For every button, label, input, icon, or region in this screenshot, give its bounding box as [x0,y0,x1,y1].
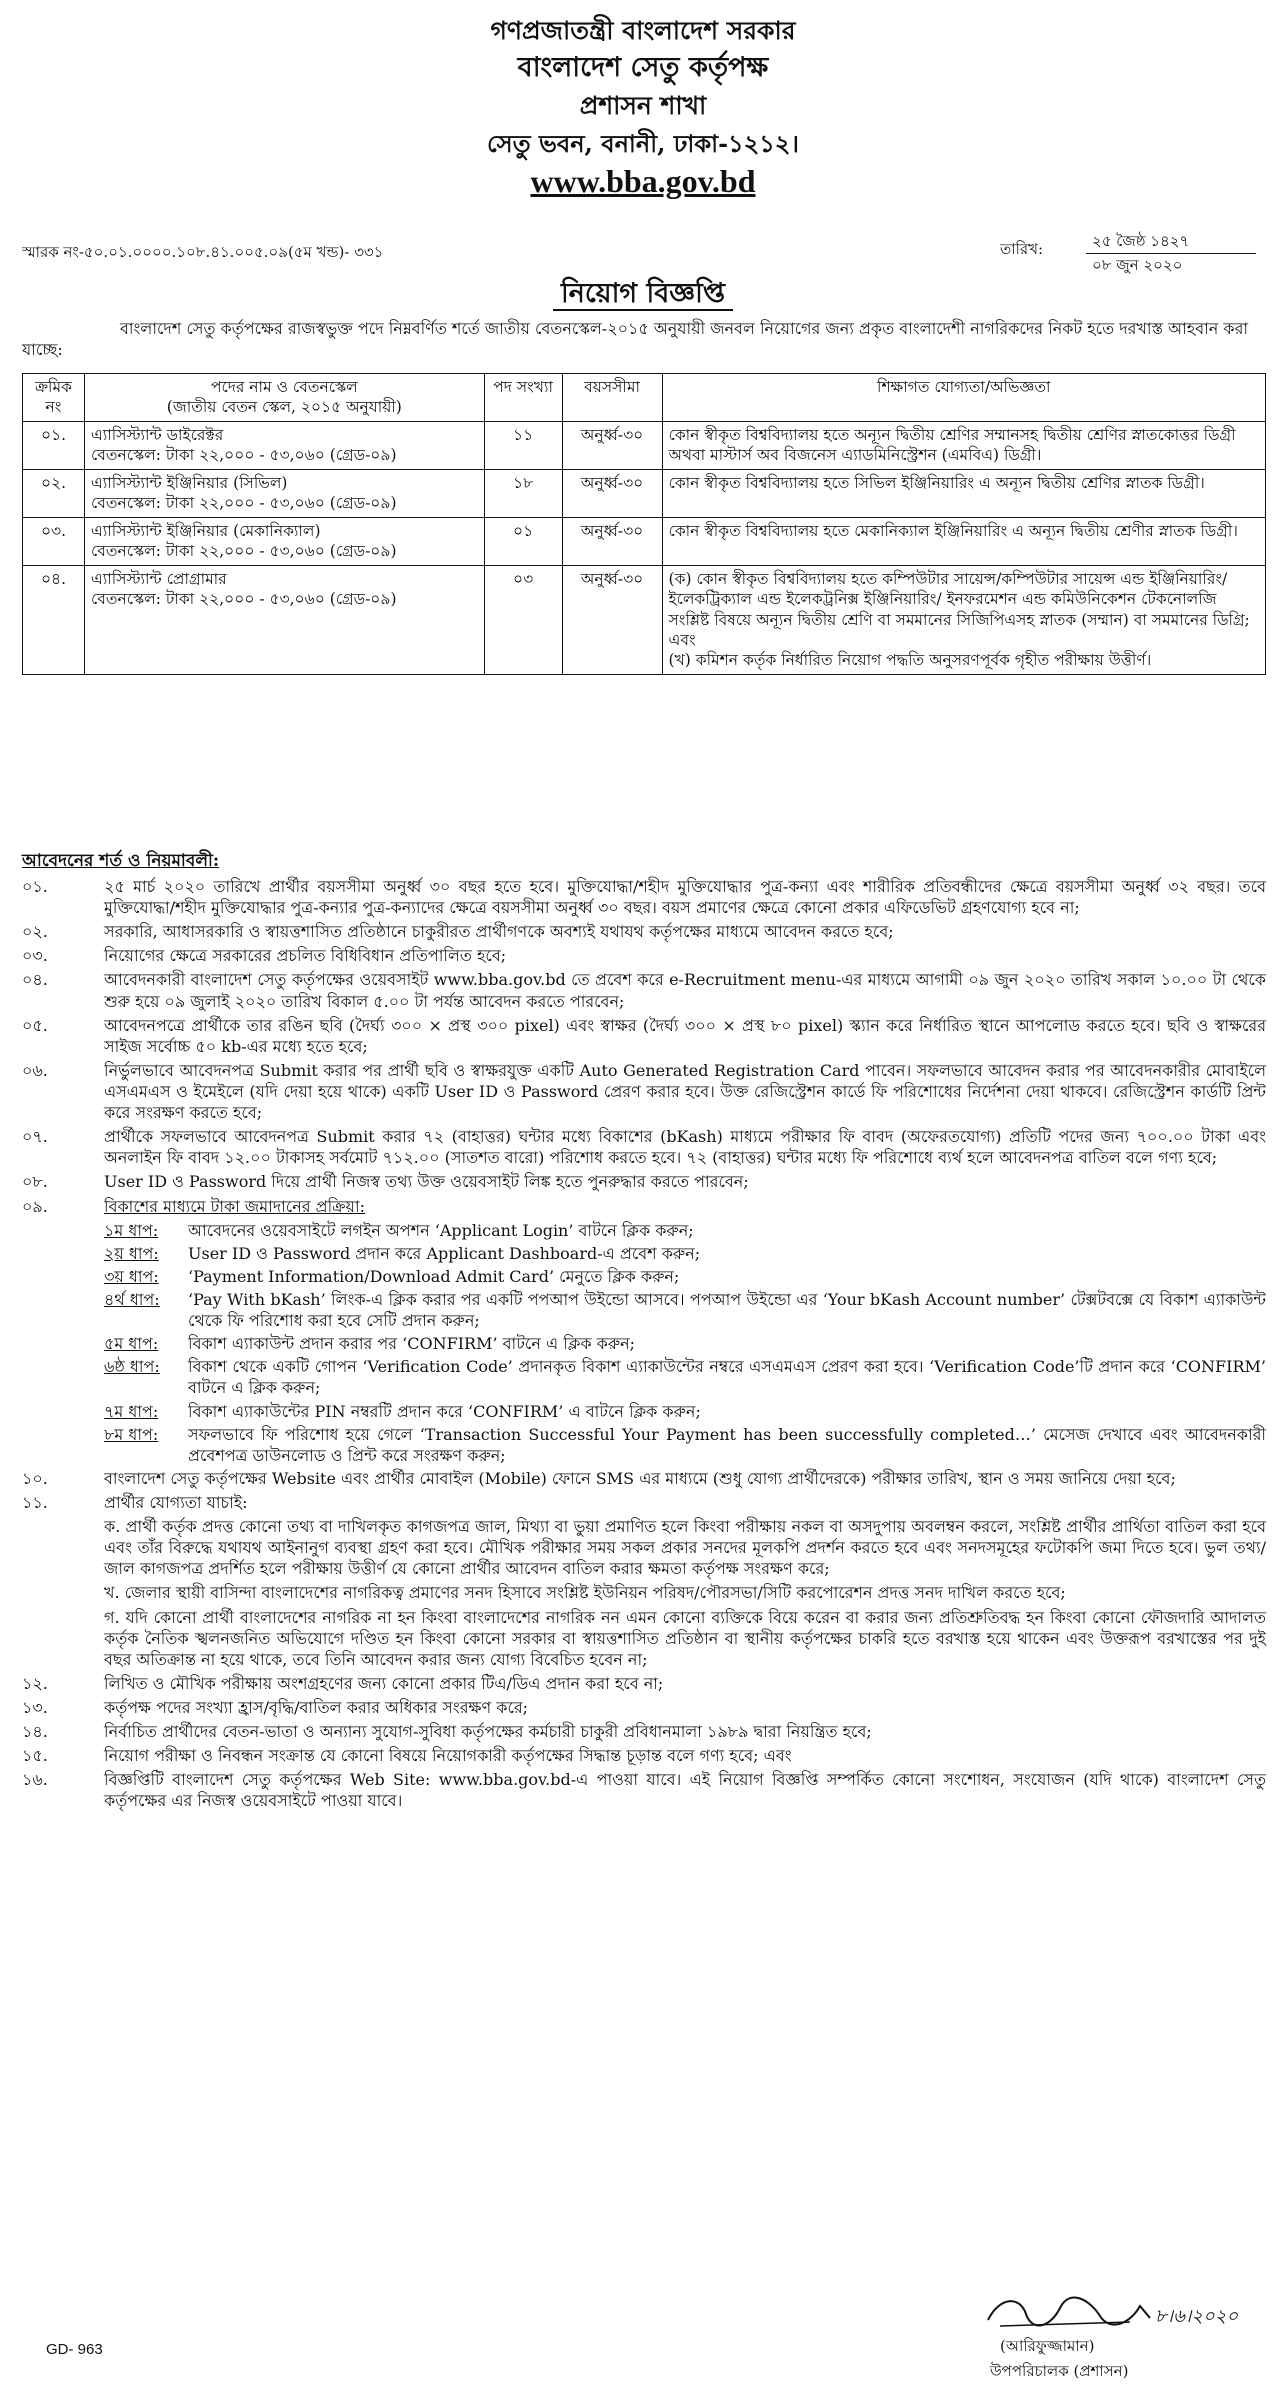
item-text: ২৫ মার্চ ২০২০ তারিখে প্রার্থীর বয়সসীমা অনুর্ধ্ব ৩০ বছর হতে হবে। মুক্তিযোদ্ধা/শহীদ মুক্তিযোদ্ধার পুত্র-কন্যা এবং শারীরিক প্রতিবন্ধীদের ক্ষেত্রে বয়সসীমা অনুর্ধ্ব ৩২ বছর। তবে মুক্তিযোদ্ধা/শহীদ মুক্তিযোদ্ধার পুত্র-কন্যার পুত্র-কন্যাদের ক্ষেত্রে বয়সসীমা অনুর্ধ্ব ৩০ বছর। বয়স প্রমাণের ক্ষেত্রে কোনো প্রকার এফিডেভিট গ্রহণযোগ্য হবে না; [104,877,1266,918]
item-text: বাংলাদেশ সেতু কর্তৃপক্ষের Website এবং প্রার্থীর মোবাইল (Mobile) ফোনে SMS এর মাধ্যমে (শুধু যোগ্য প্রার্থীদেরকে) পরীক্ষার তারিখ, স্থান ও সময় জানিয়ে দেয়া হবে; [104,1468,1176,1488]
header-qualification: শিক্ষাগত যোগ্যতা/অভিজ্ঞতা [662,374,1265,422]
row-post [84,469,484,517]
item-number: ০৫. [22,1015,48,1035]
list-item [22,1769,1266,1811]
row-serial: ০৩. [23,517,85,565]
row-qualification: কোন স্বীকৃত বিশ্ববিদ্যালয় হতে মেকানিক্যাল ইঞ্জিনিয়ারিং এ অন্যূন দ্বিতীয় শ্রেণীর স্নাতক ডিগ্রী। [662,517,1265,565]
item-number: ১৪. [22,1722,48,1742]
row-post [84,517,484,565]
item-number: ০২. [22,922,48,942]
step-label: ৩য় ধাপ: [104,1266,159,1286]
item-text: User ID ও Password দিয়ে প্রার্থী নিজস্ব তথ্য উক্ত ওয়েবসাইট লিঙ্ক হতে পুনরুদ্ধার করতে পারবেন; [104,1172,749,1192]
item-number: ১১. [22,1492,48,1512]
sub-item: ক. প্রার্থী কর্তৃক প্রদত্ত কোনো তথ্য বা দাখিলকৃত কাগজপত্র জাল, মিথ্যা বা ভুয়া প্রমাণিত হলে কিংবা পরীক্ষায় নকল বা অসদুপায় অবলম্বন করলে, সংশ্লিষ্ট প্রার্থীর প্রার্থিতা বাতিল করা হবে এবং তাঁর বিরুদ্ধে যথাযথ আইনানুগ ব্যবস্থা গ্রহণ করা হবে। মৌখিক পরীক্ষার সময় সকল প্রকার সনদের মূলকপি প্রদর্শন করতে হবে এবং সনদসমূহের ফটোকপি জমা দিতে হবে। ভুল তথ্য/জাল কাগজপত্র প্রদর্শিত হলে পরীক্ষায় উত্তীর্ণ যে কোনো প্রার্থীর আবেদন বাতিল করার ক্ষমতা কর্তৃপক্ষ সংরক্ষণ করে; [104,1517,1266,1579]
list-item [22,921,1266,942]
step-label: ১ম ধাপ: [104,1220,159,1240]
step-label: ৬ষ্ঠ ধাপ: [104,1357,160,1377]
item-text: বিকাশের মাধ্যমে টাকা জমাদানের প্রক্রিয়া: [104,1196,366,1216]
table-row [23,421,1266,469]
step-item [104,1266,1266,1287]
list-item [22,1015,1266,1057]
date-english: ০৮ জুন ২০২০ [1092,256,1183,274]
step-text: বিকাশ এ্যাকাউন্ট প্রদান করার পর ‘CONFIRM’ বাটনে এ ক্লিক করুন; [188,1334,636,1354]
row-age: অনুর্ধ্ব-৩০ [562,565,662,674]
post-name: এ্যাসিস্ট্যান্ট প্রোগ্রামার [90,569,227,588]
list-item [22,1673,1266,1694]
qualification-b: (খ) কমিশন কর্তৃক নির্ধারিত নিয়োগ পদ্ধতি অনুসরণপূর্বক গৃহীত পরীক্ষায় উত্তীর্ণ। [668,651,1152,670]
list-item [22,1196,1266,1217]
signatory-name: (আরিফুজ্জামান) [1000,2337,1095,2355]
step-text: সফলভাবে ফি পরিশোধ হয়ে গেলে ‘Transaction Successful Your Payment has been successfully completed…’ মেসেজ দেখাবে এবং আবেদনকারী প্রবেশপত্র ডাউনলোড ও প্রিন্ট করে সংরক্ষণ করুন; [188,1424,1266,1465]
step-text: বিকাশ এ্যাকাউন্টের PIN নম্বরটি প্রদান করে ‘CONFIRM’ এ বাটনে ক্লিক করুন; [188,1401,701,1421]
header-age: বয়সসীমা [562,374,662,422]
list-item [22,1060,1266,1123]
address: সেতু ভবন, বনানী, ঢাকা-১২১২। [487,129,799,158]
item-text: নিয়োগের ক্ষেত্রে সরকারের প্রচলিত বিধিবিধান প্রতিপালিত হবে; [104,946,507,966]
step-item [104,1401,1266,1422]
post-name: এ্যাসিস্ট্যান্ট ইঞ্জিনিয়ার (মেকানিক্যাল) [90,521,321,540]
govt-name: গণপ্রজাতন্ত্রী বাংলাদেশ সরকার [490,16,796,45]
step-item [104,1220,1266,1241]
table-row [23,565,1266,674]
step-text: User ID ও Password প্রদান করে Applicant Dashboard-এ প্রবেশ করুন; [188,1243,701,1263]
step-text: ‘Pay With bKash’ লিংক-এ ক্লিক করার পর একটি পপআপ উইন্ডো আসবে। পপআপ উইন্ডো এর ‘Your bKash Account number’ টেক্সটবক্সে যে বিকাশ এ্যাকাউন্ট থেকে ফি পরিশোধ করা হবে সেটি প্রদান করুন; [188,1289,1266,1331]
table-row [23,517,1266,565]
list-item [22,945,1266,966]
step-text: ‘Payment Information/Download Admit Card’ মেনুতে ক্লিক করুন; [188,1266,680,1286]
table-header-row [23,374,1266,422]
row-qualification: কোন স্বীকৃত বিশ্ববিদ্যালয় হতে অন্যূন দ্বিতীয় শ্রেণির সম্মানসহ দ্বিতীয় শ্রেণির স্নাতকোত্তর ডিগ্রী অথবা মাস্টার্স অব বিজনেস এ্যাডমিনিস্ট্রেশন (এমবিএ) ডিগ্রী। [662,421,1265,469]
row-count: ১১ [484,421,562,469]
item-number: ০১. [22,877,48,896]
eligibility-subpoints [104,1516,1266,1670]
website-link[interactable]: www.bba.gov.bd [530,163,756,199]
row-count: ০১ [484,517,562,565]
gd-code: GD- 963 [46,2341,103,2358]
bkash-steps [104,1220,1266,1466]
date-bangla: ২৫ জৈষ্ঠ ১৪২৭ [1092,232,1190,250]
item-text: নির্ভুলভাবে আবেদনপত্র Submit করার পর প্রার্থী ছবি ও স্বাক্ষরযুক্ত একটি Auto Generated Registration Card পাবেন। সফলভাবে আবেদন করার পর আবেদনকারীর মোবাইলে এসএমএস ও ইমেইলে (যদি দেয়া হয়ে থাকে) একটি User ID ও Password প্রেরণ করার হবে। উক্ত রেজিস্ট্রেশন কার্ডে ফি পরিশোধের নির্দেশনা দেয়া থাকবে। রেজিস্ট্রেশন কার্ডটি প্রিন্ট করে সংরক্ষণ করতে হবে; [104,1060,1266,1123]
step-text: বিকাশ থেকে একটি গোপন ‘Verification Code’ প্রদানকৃত বিকাশ এ্যাকাউন্টের নম্বরে এসএমএস প্রেরণ করা হবে। ‘Verification Code’টি প্রদান করে ‘CONFIRM’ বাটনে এ ক্লিক করুন; [188,1357,1266,1398]
title-text: নিয়োগ বিজ্ঞপ্তি [553,278,733,311]
date-label: তারিখ: [1000,240,1044,258]
row-serial: ০৪. [23,565,85,674]
item-number: ১২. [22,1673,48,1693]
row-qualification: কোন স্বীকৃত বিশ্ববিদ্যালয় হতে সিভিল ইঞ্জিনিয়ারিং এ অন্যূন দ্বিতীয় শ্রেণির স্নাতক ডিগ্রী। [662,469,1265,517]
post-scale: বেতনস্কেল: টাকা ২২,০০০ - ৫৩,০৬০ (গ্রেড-০৯) [90,590,397,609]
post-scale: বেতনস্কেল: টাকা ২২,০০০ - ৫৩,০৬০ (গ্রেড-০৯) [90,446,397,465]
item-text: কর্তৃপক্ষ পদের সংখ্যা হ্রাস/বৃদ্ধি/বাতিল করার অধিকার সংরক্ষণ করে; [104,1697,529,1717]
step-label: ৮ম ধাপ: [104,1424,159,1444]
signatory-designation: উপপরিচালক (প্রশাসন) [990,2362,1129,2380]
list-item [22,1745,1266,1766]
list-item [22,969,1266,1011]
qualification-a: (ক) কোন স্বীকৃত বিশ্ববিদ্যালয় হতে কম্পিউটার সায়েন্স/কম্পিউটার সায়েন্স এন্ড ইঞ্জিনিয়ারিং/ ইলেকট্রিক্যাল এন্ড ইলেকট্রনিক্স ইঞ্জিনিয়ারিং/ ইনফরমেশন এন্ড কমিউনিকেশন টেকনোলজি সংশ্লিষ্ট বিষয়ে অন্যূন দ্বিতীয় শ্রেণি বা সমমানের সিজিপিএসহ স্নাতক (সম্মান) বা সমমানের ডিগ্রি; এবং [668,569,1250,649]
item-text: আবেদনপত্রে প্রার্থীকে তার রঙিন ছবি (দৈর্ঘ্য ৩০০ × প্রস্থ ৩০০ pixel) এবং স্বাক্ষর (দৈর্ঘ্য ৩০০ × প্রস্থ ৮০ pixel) স্ক্যান করে নির্ধারিত স্থানে আপলোড করতে হবে। ছবি ও স্বাক্ষরের সাইজ সর্বোচ্চ ৫০ kb-এর মধ্যে হতে হবে; [104,1015,1266,1056]
conditions-heading: আবেদনের শর্ত ও নিয়মাবলী: [22,851,220,871]
item-number: ০৮. [22,1172,48,1192]
row-serial: ০২. [23,469,85,517]
post-scale: বেতনস্কেল: টাকা ২২,০০০ - ৫৩,০৬০ (গ্রেড-০৯) [90,542,397,561]
header-post [84,374,484,422]
item-text: নিয়োগ পরীক্ষা ও নিবন্ধন সংক্রান্ত যে কোনো বিষয়ে নিয়োগকারী কর্তৃপক্ষের সিদ্ধান্ত চূড়ান্ত বলে গণ্য হবে; এবং [104,1746,792,1766]
item-text: প্রার্থীকে সফলভাবে আবেদনপত্র Submit করার ৭২ (বাহাত্তর) ঘন্টার মধ্যে বিকাশের (bKash) মাধ্যমে পরীক্ষার ফি বাবদ (অফেরতযোগ্য) প্রতিটি পদের জন্য ৭০০.০০ টাকা এবং অনলাইন ফি বাবদ ১২.০০ টাকাসহ সর্বমোট ৭১২.০০ (সাতশত বারো) পরিশোধ করতে হবে। ৭২ (বাহাত্তর) ঘন্টার মধ্যে ফি পরিশোধে ব্যর্থ হলে আবেদনপত্র বাতিল বলে গণ্য হবে; [104,1127,1266,1168]
item-text: বিজ্ঞপ্তিটি বাংলাদেশ সেতু কর্তৃপক্ষের Web Site: www.bba.gov.bd-এ পাওয়া যাবে। এই নিয়োগ বিজ্ঞপ্তি সম্পর্কিত কোনো সংশোধন, সংযোজন (যদি থাকে) বাংলাদেশ সেতু কর্তৃপক্ষের এর নিজস্ব ওয়েবসাইটে পাওয়া যাবে। [104,1770,1266,1811]
item-number: ০৪. [22,970,48,990]
signature-date: ৮।৬।২০২০ [1155,2306,1239,2327]
page-title [0,276,1286,312]
step-label: ২য় ধাপ: [104,1243,159,1263]
conditions-list [22,876,1266,1814]
header-serial: ক্রমিক নং [23,374,85,422]
section-name: প্রশাসন শাখা [579,91,707,120]
step-label: ৭ম ধাপ: [104,1401,159,1421]
post-name: এ্যাসিস্ট্যান্ট ডাইরেক্টর [90,425,224,444]
item-number: ১৬. [22,1770,48,1790]
step-label: ৪র্থ ধাপ: [104,1289,160,1309]
step-label: ৫ম ধাপ: [104,1334,159,1354]
post-name: এ্যাসিস্ট্যান্ট ইঞ্জিনিয়ার (সিভিল) [90,473,288,492]
row-count: ০৩ [484,565,562,674]
list-item [22,1171,1266,1192]
item-text: নির্বাচিত প্রার্থীদের বেতন-ভাতা ও অন্যান্য সুযোগ-সুবিধা কর্তৃপক্ষের কর্মচারী চাকুরী প্রবিধানমালা ১৯৮৯ দ্বারা নিয়ন্ত্রিত হবে; [104,1722,872,1742]
item-number: ১০. [22,1468,48,1488]
row-serial: ০১. [23,421,85,469]
memo-number: স্মারক নং-৫০.০১.০০০০.১০৮.৪১.০০৫.০৯(৫ম খন্ড)- ৩৩১ [22,243,384,261]
header-post-title: পদের নাম ও বেতনস্কেল [210,378,358,396]
row-count: ১৮ [484,469,562,517]
item-number: ০৭. [22,1127,48,1147]
header-post-sub: (জাতীয় বেতন স্কেল, ২০১৫ অনুযায়ী) [166,398,402,417]
item-number: ০৬. [22,1060,48,1080]
sub-item: গ. যদি কোনো প্রার্থী বাংলাদেশের নাগরিক না হন কিংবা বাংলাদেশের নাগরিক নন এমন কোনো ব্যক্তিকে বিয়ে করেন বা করার জন্য প্রতিশ্রুতিবদ্ধ হন কিংবা কোনো ফৌজদারি আদালত কর্তৃক নৈতিক স্খলনজনিত অভিযোগে দণ্ডিত হন কিংবা কোনো সরকার বা স্বায়ত্তশাসিত প্রতিষ্ঠান বা স্থানীয় কর্তৃপক্ষের চাকরি হতে বরখাস্ত হয়ে থাকেন এবং উক্তরূপ বরখাস্তের পর দুই বছর অতিক্রান্ত না হয়ে থাকে, তবে তিনি আবেদন করার জন্য যোগ্য বিবেচিত হবেন না; [104,1607,1266,1669]
step-item [104,1356,1266,1398]
list-item [22,1468,1266,1489]
authority-name: বাংলাদেশ সেতু কর্তৃপক্ষ [517,52,769,83]
item-text: সরকারি, আধাসরকারি ও স্বায়ত্তশাসিত প্রতিষ্ঠানে চাকুরীরত প্রার্থীগণকে অবশ্যই যথাযথ কর্তৃপক্ষের মাধ্যমে আবেদন করতে হবে; [104,922,894,942]
row-age: অনুর্ধ্ব-৩০ [562,469,662,517]
list-item [22,1721,1266,1742]
row-post [84,565,484,674]
row-qualification [662,565,1265,674]
item-number: ১৩. [22,1697,48,1717]
row-age: অনুর্ধ্ব-৩০ [562,517,662,565]
step-text: আবেদনের ওয়েবসাইটে লগইন অপশন ‘Applicant Login’ বাটনে ক্লিক করুন; [188,1220,694,1240]
row-age: অনুর্ধ্ব-৩০ [562,421,662,469]
item-text: প্রার্থীর যোগ্যতা যাচাই: [104,1492,248,1512]
intro-paragraph: বাংলাদেশ সেতু কর্তৃপক্ষের রাজস্বভুক্ত পদে নিম্নবর্ণিত শর্তে জাতীয় বেতনস্কেল-২০১৫ অনুযায়ী জনবল নিয়োগের জন্য প্রকৃত বাংলাদেশী নাগরিকদের নিকট হতে দরখাস্ত আহবান করা যাচ্ছে: [22,319,1249,360]
step-item [104,1424,1266,1466]
post-scale: বেতনস্কেল: টাকা ২২,০০০ - ৫৩,০৬০ (গ্রেড-০৯) [90,494,397,513]
item-number: ০৩. [22,946,48,966]
list-item [22,1126,1266,1168]
item-text: লিখিত ও মৌখিক পরীক্ষায় অংশগ্রহণের জন্য কোনো প্রকার টিএ/ডিএ প্রদান করা হবে না; [104,1673,664,1693]
item-number: ১৫. [22,1746,48,1766]
table-row [23,469,1266,517]
step-item [104,1243,1266,1264]
list-item [22,1697,1266,1718]
sub-item: খ. জেলার স্থায়ী বাসিন্দা বাংলাদেশের নাগরিকত্ব প্রমাণের সনদ হিসাবে সংশ্লিষ্ট ইউনিয়ন পরিষদ/পৌরসভা/সিটি করপোরেশন প্রদত্ত সনদ দাখিল করতে হবে; [104,1583,1066,1603]
item-text: আবেদনকারী বাংলাদেশ সেতু কর্তৃপক্ষের ওয়েবসাইট www.bba.gov.bd তে প্রবেশ করে e-Recruitment menu-এর মাধ্যমে আগামী ০৯ জুন ২০২০ তারিখ সকাল ১০.০০ টা থেকে শুরু হয়ে ০৯ জুলাই ২০২০ তারিখ বিকাল ৫.০০ টা পর্যন্ত আবেদন করতে পারবেন; [104,970,1266,1011]
step-item [104,1333,1266,1354]
list-item [22,876,1266,918]
header-count: পদ সংখ্যা [484,374,562,422]
step-item [104,1289,1266,1331]
posts-table [22,373,1266,675]
row-post [84,421,484,469]
item-number: ০৯. [22,1196,48,1216]
list-item [22,1492,1266,1513]
date-divider [1086,253,1256,254]
